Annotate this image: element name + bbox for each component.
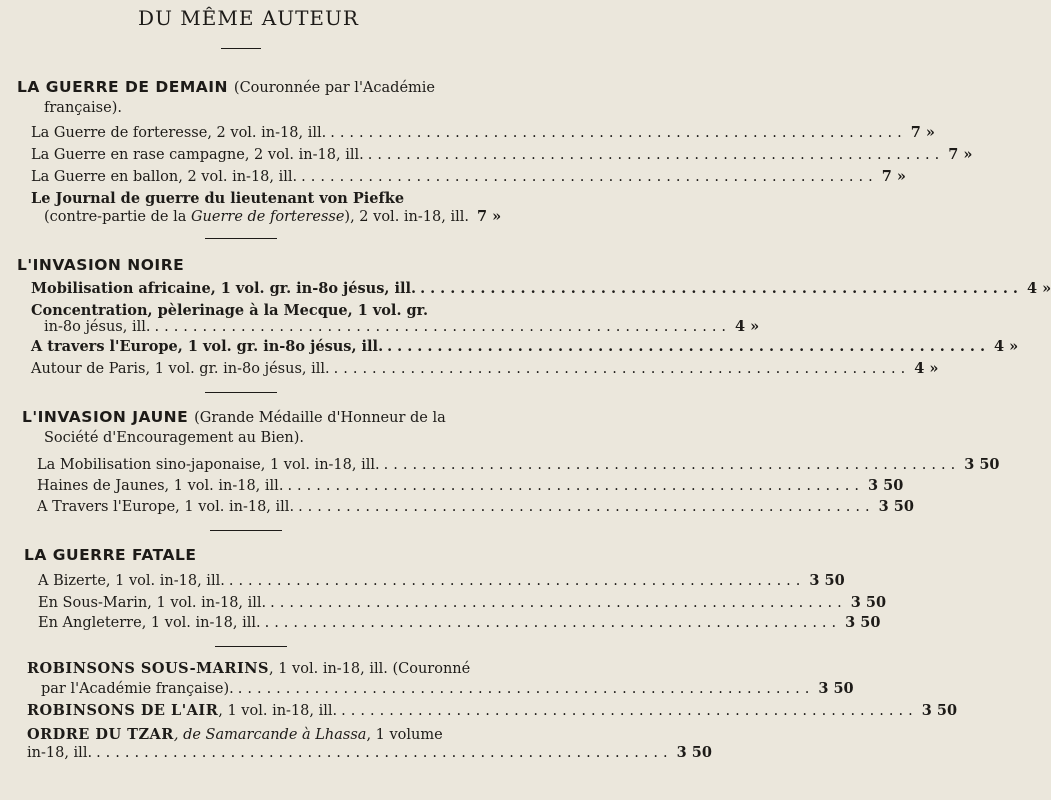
entry-title: ORDRE DU TZAR <box>27 726 174 743</box>
leader-dots: ............................................................ <box>298 499 875 515</box>
item-text: A travers l'Europe, 1 vol. gr. in-8o jésus, ill. <box>31 338 384 355</box>
item-price: 3 50 <box>809 572 845 589</box>
list-item <box>31 168 906 185</box>
item-price: 7 » <box>910 124 935 141</box>
entry-line <box>27 702 337 719</box>
item-price: 7 » <box>881 168 906 185</box>
item-text-continued <box>44 209 469 225</box>
item-text: Autour de Paris, 1 vol. gr. in-8o jésus, ill. <box>31 361 330 377</box>
item-text: La Guerre de forteresse, 2 vol. in-18, ill. <box>31 125 327 141</box>
item-text-italic: Guerre de forteresse <box>190 209 345 225</box>
standalone-entry <box>27 726 443 743</box>
leader-dots: ............................................................ <box>333 361 911 377</box>
leader-dots: ............................................................ <box>420 280 1023 297</box>
list-item <box>31 146 973 163</box>
section-divider <box>210 530 282 531</box>
standalone-entry <box>27 660 470 677</box>
section-title <box>24 546 196 564</box>
section-title-text: L'INVASION JAUNE <box>22 408 189 426</box>
title-divider <box>221 48 261 49</box>
list-item <box>38 594 887 611</box>
section-title <box>17 256 184 274</box>
section-title-text: L'INVASION NOIRE <box>17 256 185 274</box>
list-item <box>38 572 845 589</box>
leader-dots: ............................................................ <box>228 573 806 589</box>
item-text: La Guerre en rase campagne, 2 vol. in-18, ill. <box>31 147 364 163</box>
item-price: 4 » <box>1026 280 1051 297</box>
section-title <box>22 408 446 426</box>
item-text-continued: in-8o jésus, ill. <box>44 319 151 335</box>
section-divider <box>205 392 277 393</box>
item-price: 7 » <box>948 146 973 163</box>
list-item <box>31 338 1019 355</box>
item-text: Concentration, pèlerinage à la Mecque, 1 vol. gr. <box>31 302 429 319</box>
list-item <box>27 744 712 761</box>
list-item <box>31 124 935 141</box>
entry-text: , 1 vol. in-18, ill. <box>218 703 338 719</box>
item-text: Mobilisation africaine, 1 vol. gr. in-8o jésus, ill. <box>31 280 417 297</box>
item-price: 3 50 <box>850 594 887 611</box>
list-item <box>44 208 502 225</box>
item-price: 3 50 <box>845 614 881 631</box>
item-text: En Angleterre, 1 vol. in-18, ill. <box>38 615 261 631</box>
item-text: A Bizerte, 1 vol. in-18, ill. <box>38 573 225 589</box>
section-note: (Grande Médaille d'Honneur de la <box>194 410 446 426</box>
item-price: 3 50 <box>878 498 914 515</box>
item-price: 3 50 <box>676 744 712 761</box>
item-price: 4 » <box>735 318 760 335</box>
item-price: 3 50 <box>964 456 1000 473</box>
item-text: La Mobilisation sino-japonaise, 1 vol. in-18, ill. <box>37 457 380 473</box>
item-price: 3 50 <box>921 702 958 719</box>
section-title-text: LA GUERRE DE DEMAIN <box>17 78 228 96</box>
item-text-part: (contre-partie de la <box>44 209 191 225</box>
list-item <box>41 680 854 697</box>
leader-dots: ............................................................ <box>96 745 673 761</box>
leader-dots: ............................................................ <box>367 147 945 163</box>
section-divider <box>215 646 287 647</box>
leader-dots: ............................................................ <box>330 125 907 141</box>
item-text: Le Journal de guerre du lieutenant von Piefke <box>31 190 405 207</box>
leader-dots: ............................................................ <box>287 478 864 494</box>
leader-dots: ............................................................ <box>264 615 842 631</box>
item-text-continued: par l'Académie française). <box>41 681 234 697</box>
list-item <box>37 456 1000 473</box>
item-text: La Guerre en ballon, 2 vol. in-18, ill. <box>31 169 298 185</box>
item-text: En Sous-Marin, 1 vol. in-18, ill. <box>38 595 267 611</box>
item-text-part: ), 2 vol. in-18, ill. <box>344 209 469 225</box>
leader-dots: ............................................................ <box>341 703 918 719</box>
item-text: A Travers l'Europe, 1 vol. in-18, ill. <box>37 499 295 515</box>
leader-dots: ............................................................ <box>387 338 991 355</box>
leader-dots: ............................................................ <box>237 681 815 697</box>
item-price: 7 » <box>476 208 502 225</box>
entry-text-italic: , de Samarcande à Lhassa <box>173 727 367 743</box>
list-item <box>37 498 914 515</box>
entry-title: ROBINSONS DE L'AIR <box>27 702 219 719</box>
section-note-continued: française). <box>44 100 122 116</box>
page-title: DU MÊME AUTEUR <box>138 6 359 30</box>
item-price: 3 50 <box>868 477 904 494</box>
section-note: (Couronnée par l'Académie <box>233 80 435 96</box>
list-item <box>44 318 760 335</box>
section-title <box>17 78 435 96</box>
entry-text: , 1 vol. in-18, ill. (Couronné <box>268 661 471 677</box>
list-item <box>31 360 939 377</box>
item-text: Haines de Jaunes, 1 vol. in-18, ill. <box>37 478 284 494</box>
section-note-continued: Société d'Encouragement au Bien). <box>44 430 305 446</box>
leader-dots: ............................................................ <box>301 169 878 185</box>
list-item <box>37 477 904 494</box>
section-title-text: LA GUERRE FATALE <box>24 546 197 564</box>
item-text-continued: in-18, ill. <box>27 745 93 761</box>
item-price: 3 50 <box>818 680 854 697</box>
list-item <box>38 614 881 631</box>
item-price: 4 » <box>914 360 939 377</box>
list-item <box>27 702 958 719</box>
leader-dots: ............................................................ <box>154 319 732 335</box>
entry-text: , 1 volume <box>366 727 443 743</box>
leader-dots: ............................................................ <box>383 457 961 473</box>
entry-title: ROBINSONS SOUS-MARINS <box>27 660 269 677</box>
list-item <box>31 280 1051 297</box>
item-price: 4 » <box>994 338 1019 355</box>
leader-dots: ............................................................ <box>270 595 847 611</box>
section-divider <box>205 238 277 239</box>
